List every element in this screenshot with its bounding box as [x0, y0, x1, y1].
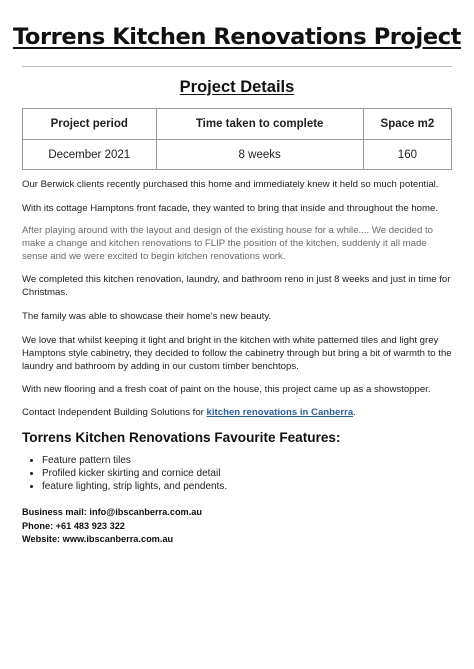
- paragraph-cabinetry: We love that whilst keeping it light and bright in the kitchen with white patterned tiles and light grey Hamptons style cabinetry, they decided to follow the cabinetry through but bring a bit of warmth to the laundry and bathroom by adding in our custom timber benchtops.: [22, 335, 452, 372]
- table-row: [23, 140, 452, 170]
- document-title: Torrens Kitchen Renovations Project: [12, 24, 462, 50]
- cell-project-period: December 2021: [23, 140, 157, 170]
- features-heading: Torrens Kitchen Renovations Favourite Features:: [22, 430, 341, 445]
- contact-suffix: .: [353, 407, 356, 418]
- paragraph-showstopper: With new flooring and a fresh coat of paint on the house, this project came up as a showstopper.: [22, 384, 431, 395]
- website: Website: www.ibscanberra.com.au: [22, 534, 174, 544]
- paragraph-layout: After playing around with the layout and design of the existing house for a while.... We decided to make a change and kitchen renovations to FLIP the position of the kitchen, suddenly it all made sense and we were excited to begin kitchen renovations work.: [22, 225, 434, 262]
- paragraph-completed: We completed this kitchen renovation, laundry, and bathroom reno in just 8 weeks and just in time for Christmas.: [22, 274, 451, 298]
- paragraph-facade: With its cottage Hamptons front facade, they wanted to bring that inside and throughout the home.: [22, 203, 438, 214]
- list-item: • Profiled kicker skirting and cornice detail: [42, 467, 227, 480]
- paragraph-showcase: The family was able to showcase their home's new beauty.: [22, 311, 272, 322]
- header-space: Space m2: [363, 109, 451, 140]
- list-item: • feature lighting, strip lights, and pendents.: [42, 480, 227, 493]
- cell-time-taken: 8 weeks: [156, 140, 363, 170]
- table-header-row: [23, 109, 452, 140]
- paragraph-purchase: Our Berwick clients recently purchased this home and immediately knew it held so much potential.: [22, 179, 439, 190]
- features-list: [22, 454, 227, 493]
- header-time-taken: Time taken to complete: [156, 109, 363, 140]
- contact-prefix: Contact Independent Building Solutions for: [22, 407, 207, 418]
- title-divider: [22, 66, 452, 67]
- project-details-table: [22, 108, 452, 170]
- header-project-period: Project period: [23, 109, 157, 140]
- cell-space: 160: [363, 140, 451, 170]
- kitchen-renovations-link[interactable]: kitchen renovations in Canberra: [206, 407, 354, 418]
- project-details-heading: Project Details: [179, 78, 295, 96]
- phone-number: Phone: +61 483 923 322: [22, 521, 125, 531]
- business-email: Business mail: info@ibscanberra.com.au: [22, 507, 202, 517]
- list-item: • Feature pattern tiles: [42, 454, 227, 467]
- paragraph-contact: [22, 406, 454, 419]
